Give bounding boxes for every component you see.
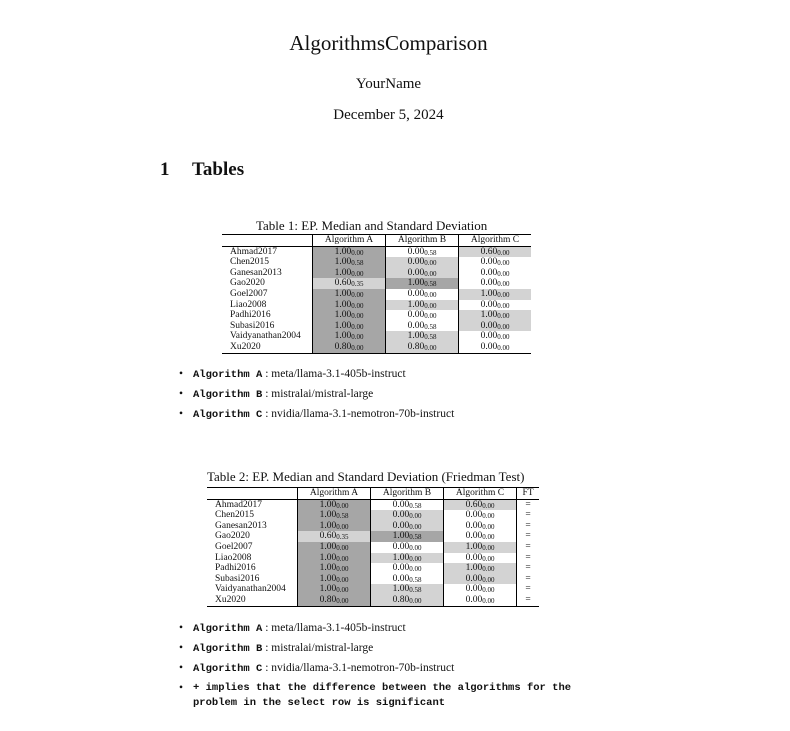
- cell-median: 0.60: [480, 246, 498, 257]
- table-cell: [444, 499, 517, 510]
- list-item: [179, 407, 454, 427]
- separator: :: [262, 622, 272, 634]
- table1-header: Algorithm B: [386, 235, 459, 247]
- table1-row: [222, 321, 531, 332]
- table-cell: [459, 321, 532, 332]
- table-cell: [444, 553, 517, 564]
- list-item: [179, 367, 454, 387]
- table1-row: [222, 342, 531, 353]
- cell-median: 0.00: [465, 594, 483, 605]
- table-cell: [459, 342, 532, 353]
- table-cell: [386, 268, 459, 279]
- cell-median: 0.00: [465, 584, 483, 595]
- table-cell: [371, 584, 444, 595]
- cell-std: 0.00: [336, 522, 349, 531]
- table1-caption: Table 1: EP. Median and Standard Deviation: [256, 218, 488, 233]
- table-cell: [444, 542, 517, 553]
- table-cell: [459, 278, 532, 289]
- table-cell: [298, 553, 371, 564]
- bullet-icon: •: [179, 622, 184, 634]
- cell-median: 0.00: [465, 520, 483, 531]
- cell-std: 0.58: [409, 533, 422, 542]
- cell-std: 0.00: [482, 512, 495, 521]
- cell-std: 0.00: [336, 543, 349, 552]
- bullet-icon: •: [179, 368, 184, 380]
- cell-median: 1.00: [407, 331, 425, 342]
- model-name: mistralai/mistral-large: [271, 642, 374, 654]
- table-cell: [386, 246, 459, 257]
- cell-median: 1.00: [319, 541, 337, 552]
- algorithm-list-1: [179, 367, 454, 427]
- table2-row: [207, 531, 539, 542]
- row-label: Liao2008: [215, 552, 252, 563]
- document-title: AlgorithmsComparison: [289, 31, 488, 55]
- table-cell: [386, 342, 459, 353]
- table-cell: [298, 574, 371, 585]
- cell-median: 1.00: [334, 257, 352, 268]
- cell-std: 0.58: [424, 333, 437, 342]
- row-label: Xu2020: [215, 594, 246, 605]
- cell-median: 0.80: [407, 341, 425, 352]
- row-label: Padhi2016: [230, 310, 271, 321]
- cell-std: 0.00: [351, 312, 364, 321]
- table-cell: [313, 342, 386, 353]
- cell-std: 0.00: [351, 269, 364, 278]
- cell-std: 0.00: [336, 586, 349, 595]
- cell-median: 1.00: [334, 320, 352, 331]
- table-cell: [371, 521, 444, 532]
- table2-row: [207, 563, 539, 574]
- significance-note: [179, 681, 571, 715]
- cell-median: 0.00: [465, 552, 483, 563]
- cell-median: 0.00: [392, 510, 410, 521]
- cell-std: 0.58: [424, 280, 437, 289]
- row-label: Gao2020: [215, 531, 250, 542]
- table-cell: [313, 300, 386, 311]
- table1: [222, 234, 531, 354]
- cell-median: 0.00: [407, 288, 425, 299]
- cell-median: 0.00: [392, 499, 410, 510]
- cell-median: 0.00: [392, 541, 410, 552]
- row-label: Ganesan2013: [230, 267, 282, 278]
- cell-median: 0.00: [407, 246, 425, 257]
- table-cell: [371, 553, 444, 564]
- table-cell: [371, 510, 444, 521]
- cell-median: 1.00: [319, 563, 337, 574]
- table1-header: Algorithm A: [313, 235, 386, 247]
- cell-median: 0.00: [465, 510, 483, 521]
- cell-median: 1.00: [392, 584, 410, 595]
- table2-header: FT: [517, 488, 540, 500]
- cell-median: 0.00: [480, 278, 498, 289]
- cell-std: 0.00: [409, 522, 422, 531]
- table-cell: [371, 563, 444, 574]
- algorithm-code: Algorithm C: [193, 409, 263, 421]
- cell-std: 0.00: [497, 343, 510, 352]
- cell-median: 1.00: [334, 267, 352, 278]
- cell-median: 1.00: [334, 310, 352, 321]
- cell-median: 1.00: [334, 331, 352, 342]
- cell-std: 0.00: [351, 343, 364, 352]
- table2-row: [207, 499, 539, 510]
- table2-caption: Table 2: EP. Median and Standard Deviation (Friedman Test): [207, 469, 525, 484]
- table2-body: [207, 499, 539, 606]
- table2-row: [207, 521, 539, 532]
- cell-std: 0.58: [409, 575, 422, 584]
- cell-std: 0.00: [497, 312, 510, 321]
- table-cell: [444, 531, 517, 542]
- row-label: Subasi2016: [215, 573, 260, 584]
- model-name: mistralai/mistral-large: [271, 388, 374, 400]
- table-cell: [371, 595, 444, 606]
- cell-median: 0.00: [407, 320, 425, 331]
- bullet-icon: •: [179, 408, 184, 420]
- cell-median: 1.00: [407, 278, 425, 289]
- cell-median: 0.00: [465, 573, 483, 584]
- bullet-icon: •: [179, 682, 184, 694]
- document-date: December 5, 2024: [333, 107, 444, 123]
- cell-std: 0.58: [336, 512, 349, 521]
- table1-corner: [222, 235, 313, 247]
- cell-median: 0.80: [319, 594, 337, 605]
- cell-std: 0.35: [336, 533, 349, 542]
- row-label: Vaidyanathan2004: [215, 584, 286, 595]
- table-cell: [313, 331, 386, 342]
- row-label: Liao2008: [230, 299, 267, 310]
- table-cell: [298, 499, 371, 510]
- table-cell: [386, 289, 459, 300]
- cell-median: 1.00: [480, 288, 498, 299]
- cell-std: 0.00: [497, 259, 510, 268]
- table-cell: [386, 257, 459, 268]
- row-label: Chen2015: [215, 510, 255, 521]
- table2-row: [207, 510, 539, 521]
- table-cell: [313, 310, 386, 321]
- cell-median: 0.60: [334, 278, 352, 289]
- cell-std: 0.58: [409, 586, 422, 595]
- cell-median: 1.00: [319, 552, 337, 563]
- cell-std: 0.00: [336, 554, 349, 563]
- separator: :: [262, 368, 272, 380]
- cell-std: 0.00: [336, 565, 349, 574]
- cell-std: 0.58: [351, 259, 364, 268]
- separator: :: [262, 662, 272, 674]
- table2-row: [207, 574, 539, 585]
- friedman-cell: =: [517, 563, 540, 574]
- cell-std: 0.00: [336, 596, 349, 605]
- cell-std: 0.35: [351, 280, 364, 289]
- cell-median: 0.00: [392, 520, 410, 531]
- table-cell: [298, 510, 371, 521]
- table-cell: [298, 542, 371, 553]
- row-label: Ahmad2017: [215, 499, 262, 510]
- friedman-cell: =: [517, 521, 540, 532]
- list-item: [179, 387, 454, 407]
- table-cell: [444, 584, 517, 595]
- cell-median: 0.00: [480, 331, 498, 342]
- cell-std: 0.00: [497, 333, 510, 342]
- cell-std: 0.00: [351, 248, 364, 257]
- cell-median: 0.00: [480, 299, 498, 310]
- table-cell: [444, 574, 517, 585]
- bullet-icon: •: [179, 388, 184, 400]
- cell-std: 0.00: [497, 280, 510, 289]
- cell-std: 0.00: [351, 290, 364, 299]
- cell-std: 0.00: [351, 301, 364, 310]
- cell-median: 1.00: [334, 299, 352, 310]
- table1-row: [222, 268, 531, 279]
- cell-median: 1.00: [465, 541, 483, 552]
- cell-median: 1.00: [334, 288, 352, 299]
- cell-std: 0.00: [497, 301, 510, 310]
- cell-std: 0.00: [424, 290, 437, 299]
- table-cell: [386, 278, 459, 289]
- cell-std: 0.00: [482, 596, 495, 605]
- cell-median: 0.00: [407, 310, 425, 321]
- table-cell: [371, 542, 444, 553]
- table1-row: [222, 246, 531, 257]
- cell-std: 0.00: [336, 501, 349, 510]
- cell-std: 0.00: [409, 543, 422, 552]
- separator: :: [262, 408, 272, 420]
- table-cell: [459, 289, 532, 300]
- cell-std: 0.00: [424, 343, 437, 352]
- cell-median: 0.80: [392, 594, 410, 605]
- section-title: Tables: [192, 159, 245, 180]
- table-cell: [386, 310, 459, 321]
- document-author: YourName: [355, 76, 422, 92]
- table-cell: [313, 278, 386, 289]
- note-line: problem in the select row is significant: [193, 697, 446, 709]
- algorithm-code: Algorithm C: [193, 663, 263, 675]
- cell-std: 0.58: [424, 248, 437, 257]
- row-label: Xu2020: [230, 341, 261, 352]
- separator: :: [262, 642, 272, 654]
- table1-header-row: [222, 235, 531, 247]
- table-cell: [444, 510, 517, 521]
- model-name: meta/llama-3.1-405b-instruct: [271, 622, 406, 634]
- table-cell: [459, 310, 532, 321]
- table1-row: [222, 331, 531, 342]
- cell-median: 1.00: [319, 520, 337, 531]
- table-cell: [313, 268, 386, 279]
- row-label: Ahmad2017: [230, 246, 277, 257]
- note-line: + implies that the difference between the algorithms for the: [193, 682, 572, 694]
- cell-std: 0.00: [482, 522, 495, 531]
- cell-std: 0.00: [336, 575, 349, 584]
- table-cell: [313, 289, 386, 300]
- table-cell: [313, 246, 386, 257]
- friedman-cell: =: [517, 595, 540, 606]
- table-cell: [371, 531, 444, 542]
- cell-median: 1.00: [334, 246, 352, 257]
- table2-row: [207, 542, 539, 553]
- cell-median: 0.00: [407, 257, 425, 268]
- table-cell: [371, 499, 444, 510]
- cell-median: 1.00: [480, 310, 498, 321]
- cell-median: 1.00: [319, 499, 337, 510]
- section-number: 1: [160, 159, 170, 180]
- cell-std: 0.00: [497, 269, 510, 278]
- separator: :: [262, 388, 272, 400]
- row-label: Padhi2016: [215, 563, 256, 574]
- table1-row: [222, 300, 531, 311]
- table-cell: [371, 574, 444, 585]
- cell-std: 0.00: [497, 290, 510, 299]
- algorithm-code: Algorithm B: [193, 643, 263, 655]
- table-cell: [459, 268, 532, 279]
- algorithm-code: Algorithm B: [193, 389, 263, 401]
- friedman-cell: =: [517, 499, 540, 510]
- table-cell: [386, 300, 459, 311]
- table-cell: [313, 321, 386, 332]
- cell-median: 0.00: [392, 573, 410, 584]
- table2-row: [207, 584, 539, 595]
- list-item: [179, 661, 571, 681]
- table-cell: [459, 246, 532, 257]
- cell-std: 0.58: [409, 501, 422, 510]
- table2: [207, 487, 539, 607]
- cell-std: 0.00: [482, 586, 495, 595]
- cell-median: 0.00: [480, 341, 498, 352]
- row-label: Chen2015: [230, 257, 270, 268]
- model-name: nvidia/llama-3.1-nemotron-70b-instruct: [271, 662, 455, 674]
- table1-header: Algorithm C: [459, 235, 532, 247]
- table-cell: [459, 300, 532, 311]
- model-name: meta/llama-3.1-405b-instruct: [271, 368, 406, 380]
- row-label: Goel2007: [215, 541, 253, 552]
- table2-row: [207, 553, 539, 564]
- table-cell: [386, 321, 459, 332]
- cell-median: 1.00: [465, 563, 483, 574]
- table2-corner: [207, 488, 298, 500]
- cell-median: 0.00: [465, 531, 483, 542]
- model-name: nvidia/llama-3.1-nemotron-70b-instruct: [271, 408, 455, 420]
- cell-std: 0.00: [409, 596, 422, 605]
- cell-median: 0.60: [319, 531, 337, 542]
- friedman-cell: =: [517, 531, 540, 542]
- cell-std: 0.00: [497, 322, 510, 331]
- cell-std: 0.00: [482, 565, 495, 574]
- table1-row: [222, 310, 531, 321]
- cell-median: 0.00: [480, 320, 498, 331]
- cell-std: 0.00: [424, 269, 437, 278]
- cell-std: 0.00: [497, 248, 510, 257]
- cell-std: 0.00: [424, 259, 437, 268]
- cell-std: 0.00: [482, 533, 495, 542]
- algorithm-list-2: [179, 621, 571, 715]
- cell-std: 0.00: [482, 543, 495, 552]
- table-cell: [444, 595, 517, 606]
- cell-std: 0.00: [351, 333, 364, 342]
- table-cell: [459, 331, 532, 342]
- cell-median: 0.00: [407, 267, 425, 278]
- cell-median: 0.00: [480, 267, 498, 278]
- table-cell: [298, 595, 371, 606]
- cell-median: 0.00: [392, 563, 410, 574]
- table-cell: [313, 257, 386, 268]
- section-heading: [160, 159, 244, 181]
- algorithm-code: Algorithm A: [193, 623, 263, 635]
- table1-row: [222, 289, 531, 300]
- bullet-icon: •: [179, 662, 184, 674]
- cell-std: 0.00: [482, 501, 495, 510]
- cell-std: 0.00: [424, 312, 437, 321]
- cell-std: 0.00: [409, 554, 422, 563]
- cell-std: 0.00: [424, 301, 437, 310]
- cell-median: 1.00: [319, 584, 337, 595]
- table2-header-row: [207, 488, 539, 500]
- row-label: Ganesan2013: [215, 520, 267, 531]
- table-cell: [298, 531, 371, 542]
- cell-median: 0.80: [334, 341, 352, 352]
- cell-median: 1.00: [407, 299, 425, 310]
- table2-header: Algorithm C: [444, 488, 517, 500]
- cell-std: 0.00: [409, 565, 422, 574]
- row-label: Goel2007: [230, 288, 268, 299]
- table1-body: [222, 246, 531, 353]
- cell-std: 0.00: [482, 554, 495, 563]
- friedman-cell: =: [517, 510, 540, 521]
- cell-std: 0.58: [424, 322, 437, 331]
- friedman-cell: =: [517, 553, 540, 564]
- row-label: Gao2020: [230, 278, 265, 289]
- table1-row: [222, 278, 531, 289]
- table-cell: [444, 563, 517, 574]
- table-cell: [298, 584, 371, 595]
- list-item: [179, 621, 571, 641]
- table2-row: [207, 595, 539, 606]
- cell-std: 0.00: [351, 322, 364, 331]
- cell-median: 1.00: [392, 552, 410, 563]
- list-item: [179, 641, 571, 661]
- cell-std: 0.00: [482, 575, 495, 584]
- algorithm-code: Algorithm A: [193, 369, 263, 381]
- cell-std: 0.00: [409, 512, 422, 521]
- table-cell: [444, 521, 517, 532]
- table2-header: Algorithm B: [371, 488, 444, 500]
- table-cell: [386, 331, 459, 342]
- friedman-cell: =: [517, 584, 540, 595]
- bullet-icon: •: [179, 642, 184, 654]
- table1-row: [222, 257, 531, 268]
- table-cell: [298, 521, 371, 532]
- friedman-cell: =: [517, 574, 540, 585]
- row-label: Subasi2016: [230, 320, 275, 331]
- table-cell: [459, 257, 532, 268]
- cell-median: 1.00: [392, 531, 410, 542]
- cell-median: 1.00: [319, 510, 337, 521]
- table-cell: [298, 563, 371, 574]
- friedman-cell: =: [517, 542, 540, 553]
- cell-median: 0.00: [480, 257, 498, 268]
- table2-header: Algorithm A: [298, 488, 371, 500]
- cell-median: 1.00: [319, 573, 337, 584]
- cell-median: 0.60: [465, 499, 483, 510]
- row-label: Vaidyanathan2004: [230, 331, 301, 342]
